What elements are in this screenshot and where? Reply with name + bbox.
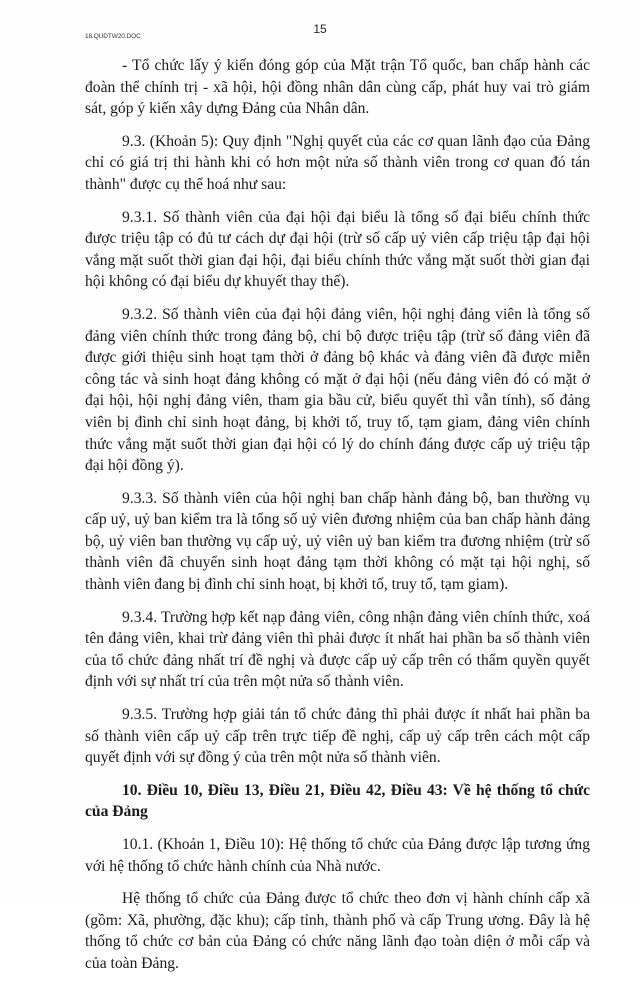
document-body	[85, 55, 590, 986]
paragraph-9-3: 9.3. (Khoản 5): Quy định "Nghị quyết của các cơ quan lãnh đạo của Đảng chỉ có giá trị thi hành khi có hơn một nửa số thành viên trong cơ quan đó tán thành" được cụ thể hoá như sau:	[85, 132, 590, 193]
paragraph-he-thong-to-chuc: Hệ thống tổ chức của Đảng được tổ chức theo đơn vị hành chính cấp xã (gồm: Xã, phường, đặc khu); cấp tỉnh, thành phố và cấp Trung ương. Đây là hệ thống tổ chức cơ bản của Đảng có chức năng lãnh đạo toàn diện ở mỗi cấp và của toàn Đảng.	[85, 890, 590, 972]
paragraph-9-3-4: 9.3.4. Trường hợp kết nạp đảng viên, công nhận đảng viên chính thức, xoá tên đảng viên, khai trừ đảng viên thì phải được ít nhất hai phần ba số thành viên của tổ chức đảng nhất trí đề nghị và được cấp uỷ cấp trên có thẩm quyền quyết định với sự nhất trí của trên một nửa số thành viên.	[85, 608, 590, 691]
paragraph-9-3-5: 9.3.5. Trường hợp giải tán tổ chức đảng thì phải được ít nhất hai phần ba số thành viên cấp uỷ cấp trên trực tiếp đề nghị, cấp uỷ cấp trên cách một cấp quyết định với sự đồng ý của trên một nửa số thành viên.	[85, 706, 590, 767]
paragraph-9-3-1: 9.3.1. Số thành viên của đại hội đại biểu là tổng số đại biểu chính thức được triệu tập có đủ tư cách dự đại hội (trừ số cấp uỷ viên cấp triệu tập đại hội vắng mặt suốt thời gian đại hội, đại biểu chính thức vắng mặt suốt thời gian đại hội không có đại biểu dự khuyết thay thế).	[85, 208, 590, 291]
document-code: 18.QUDTW20.DOC	[85, 33, 141, 40]
paragraph-9-3-2: 9.3.2. Số thành viên của đại hội đảng viên, hội nghị đảng viên là tổng số đảng viên chính thức trong đảng bộ, chi bộ được triệu tập (trừ số đảng viên đã được giới thiệu sinh hoạt tạm thời ở đảng bộ khác và đảng viên đã được miễn công tác và sinh hoạt đảng không có mặt ở đại hội (nếu đảng viên đó có mặt ở đại hội, hội nghị đảng viên, tham gia bầu cử, biểu quyết thì vẫn tính), số đảng viên bị đình chỉ sinh hoạt đảng, bị khởi tố, truy tố, tạm giam, đảng viên chính thức vắng mặt suốt thời gian đại hội có lý do chính đáng được cấp uỷ triệu tập đại hội đồng ý).	[85, 305, 590, 475]
section-heading-10: 10. Điều 10, Điều 13, Điều 21, Điều 42, Điều 43: Về hệ thống tổ chức của Đảng	[85, 781, 590, 821]
paragraph-9-3-3: 9.3.3. Số thành viên của hội nghị ban chấp hành đảng bộ, ban thường vụ cấp uỷ, uỷ ban kiểm tra là tổng số uỷ viên đương nhiệm của ban chấp hành đảng bộ, uỷ viên ban thường vụ cấp uỷ, uỷ viên uỷ ban kiểm tra đương nhiệm (trừ số thành viên đã chuyển sinh hoạt đảng tạm thời không có mặt tại hội nghị, số thành viên đang bị đình chỉ sinh hoạt, bị khởi tố, truy tố, tạm giam).	[85, 489, 590, 594]
paragraph-10-1: 10.1. (Khoản 1, Điều 10): Hệ thống tổ chức của Đảng được lập tương ứng với hệ thống tổ chức hành chính của Nhà nước.	[85, 836, 590, 875]
page-number: 15	[313, 22, 327, 36]
paragraph-bullet-to-chuc-lay-y-kien: - Tổ chức lấy ý kiến đóng góp của Mặt trận Tổ quốc, ban chấp hành các đoàn thể chính trị - xã hội, hội đồng nhân dân cùng cấp, phát huy vai trò giám sát, góp ý kiến xây dựng Đảng của Nhân dân.	[85, 57, 590, 118]
